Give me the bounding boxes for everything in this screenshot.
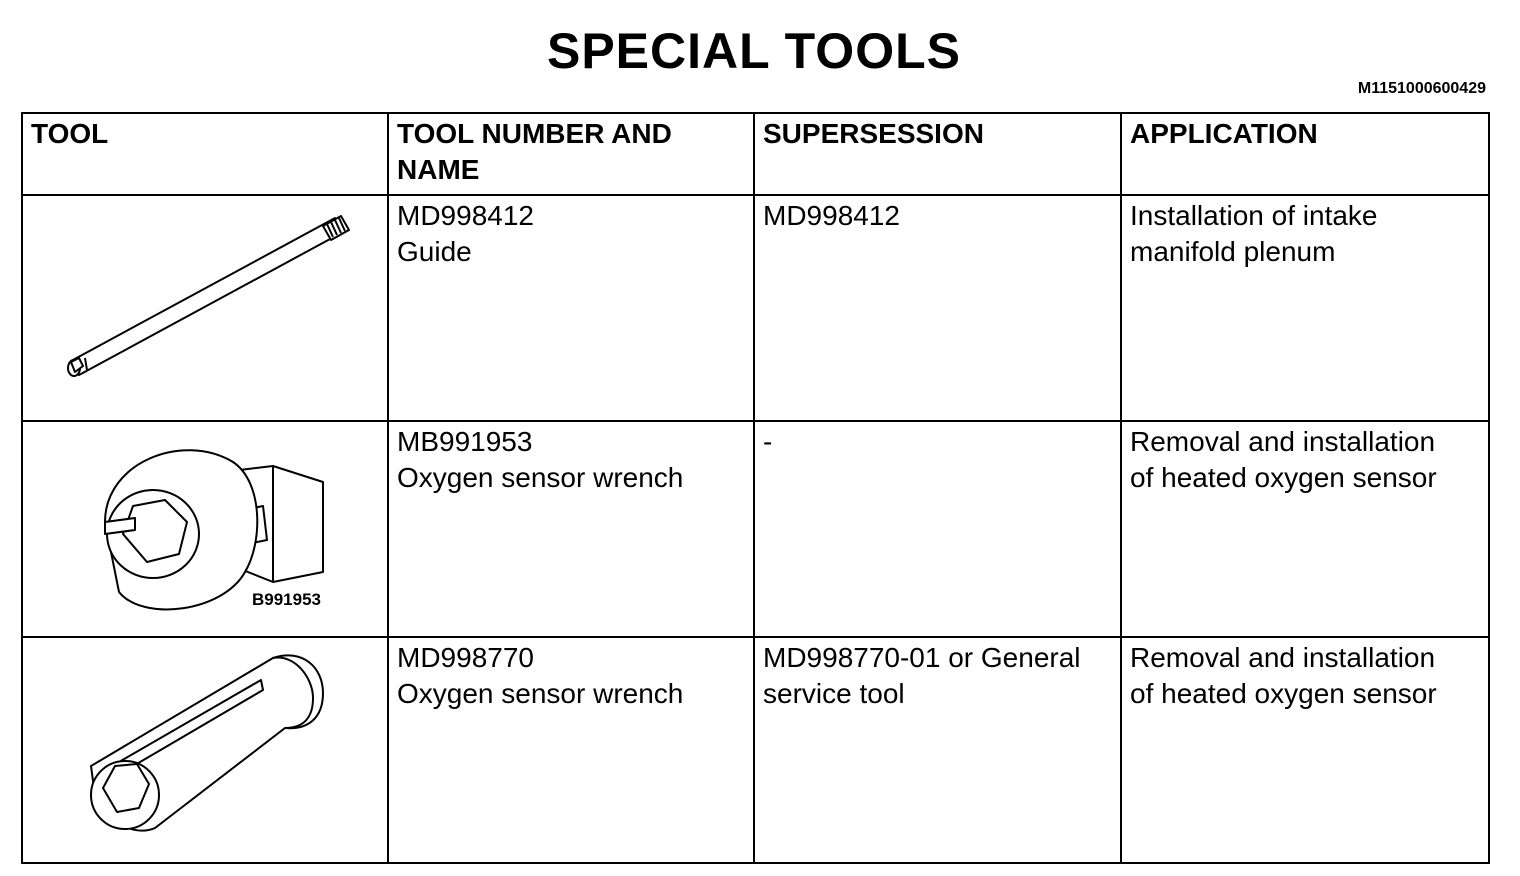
special-tools-table	[21, 112, 1490, 864]
oxygen-sensor-wrench-icon	[23, 422, 389, 636]
supersession-value: MD998412	[763, 200, 900, 231]
table-header-row	[22, 113, 1489, 195]
tool-number: MD998412	[397, 200, 534, 231]
application-line: manifold plenum	[1130, 236, 1336, 267]
tool-number-name-cell	[388, 637, 754, 863]
header-supersession: SUPERSESSION	[754, 113, 1121, 195]
tool-image-cell	[22, 637, 388, 863]
oxygen-sensor-socket-icon	[23, 638, 389, 862]
application-cell	[1121, 421, 1489, 637]
supersession-value: -	[763, 426, 773, 457]
application-cell	[1121, 195, 1489, 421]
tool-name: Guide	[397, 236, 472, 267]
application-line: of heated oxygen sensor	[1130, 462, 1437, 493]
tool-name: Oxygen sensor wrench	[397, 678, 684, 709]
tool-image-cell	[22, 195, 388, 421]
supersession-line: service tool	[763, 678, 905, 709]
tool-image-cell	[22, 421, 388, 637]
table-row	[22, 195, 1489, 421]
application-line: of heated oxygen sensor	[1130, 678, 1437, 709]
tool-number-name-cell	[388, 195, 754, 421]
application-cell	[1121, 637, 1489, 863]
header-tool-number-and-name: TOOL NUMBER AND NAME	[388, 113, 754, 195]
guide-rod-icon	[23, 196, 389, 420]
application-line: Installation of intake	[1130, 200, 1378, 231]
document-id: M1151000600429	[1357, 80, 1486, 97]
application-line: Removal and installation	[1130, 426, 1436, 457]
supersession-line: MD998770-01 or General	[763, 642, 1081, 673]
header-application: APPLICATION	[1121, 113, 1489, 195]
application-line: Removal and installation	[1130, 642, 1436, 673]
tool-name: Oxygen sensor wrench	[397, 462, 684, 493]
figure-label: B991953	[252, 590, 322, 609]
supersession-cell	[754, 195, 1121, 421]
page-title: SPECIAL TOOLS	[546, 23, 961, 79]
supersession-cell	[754, 421, 1121, 637]
table-row	[22, 637, 1489, 863]
supersession-cell	[754, 637, 1121, 863]
tool-number-name-cell	[388, 421, 754, 637]
header-tool: TOOL	[22, 113, 388, 195]
table-row	[22, 421, 1489, 637]
tool-number: MB991953	[397, 426, 533, 457]
tool-number: MD998770	[397, 642, 534, 673]
